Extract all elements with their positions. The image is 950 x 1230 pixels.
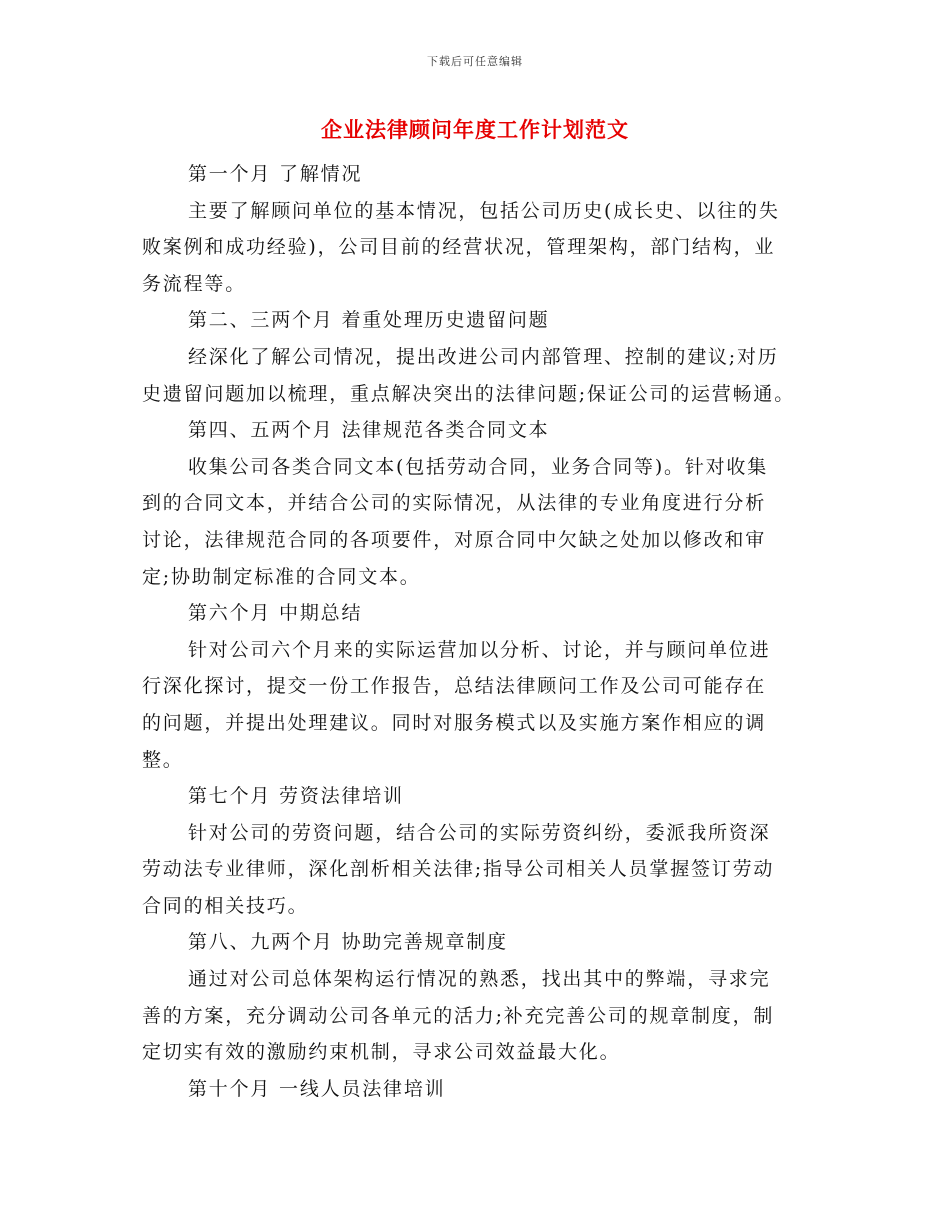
text-line: 的问题，并提出处理建议。同时对服务模式以及实施方案作相应的调 [142,711,767,734]
text-line: 务流程等。 [142,272,247,295]
text-line: 到的合同文本，并结合公司的实际情况，从法律的专业角度进行分析 [142,492,767,515]
text-line: 第六个月 中期总结 [188,602,363,625]
text-line: 合同的相关技巧。 [142,894,309,917]
text-line: 针对公司的劳资问题，结合公司的实际劳资纠纷，委派我所资深 [188,821,771,844]
text-line: 针对公司六个月来的实际运营加以分析、讨论，并与顾问单位进 [188,638,771,661]
document-title: 企业法律顾问年度工作计划范文 [321,117,629,142]
text-line: 第十个月 一线人员法律培训 [188,1077,446,1100]
text-line: 整。 [142,748,184,771]
text-line: 行深化探讨，提交一份工作报告，总结法律顾问工作及公司可能存在 [142,675,767,698]
text-line: 善的方案，充分调动公司各单元的活力;补充完善公司的规章制度，制 [142,1004,775,1027]
text-line: 第一个月 了解情况 [188,163,363,185]
text-line: 定;协助制定标准的合同文本。 [142,565,421,588]
header-note: 下载后可任意编辑 [427,55,523,68]
text-line: 主要了解顾问单位的基本情况，包括公司历史(成长史、以往的失 [188,199,780,222]
text-line: 经深化了解公司情况，提出改进公司内部管理、控制的建议;对历 [188,345,779,368]
text-line: 劳动法专业律师，深化剖析相关法律;指导公司相关人员掌握签订劳动 [142,858,775,881]
text-line: 定切实有效的激励约束机制，寻求公司效益最大化。 [142,1041,621,1064]
text-line: 第二、三两个月 着重处理历史遗留问题 [188,309,550,332]
text-line: 败案例和成功经验)，公司目前的经营状况，管理架构，部门结构，业 [142,236,776,259]
text-line: 收集公司各类合同文本(包括劳动合同，业务合同等)。针对收集 [188,455,769,478]
text-line: 讨论，法律规范合同的各项要件，对原合同中欠缺之处加以修改和审 [142,528,767,551]
text-line: 第四、五两个月 法律规范各类合同文本 [188,419,550,442]
document-body [142,156,812,1107]
text-line: 第八、九两个月 协助完善规章制度 [188,931,508,954]
text-line: 通过对公司总体架构运行情况的熟悉，找出其中的弊端，寻求完 [188,968,771,991]
text-line: 史遗留问题加以梳理，重点解决突出的法律问题;保证公司的运营畅通。 [142,382,796,405]
text-line: 第七个月 劳资法律培训 [188,785,404,808]
